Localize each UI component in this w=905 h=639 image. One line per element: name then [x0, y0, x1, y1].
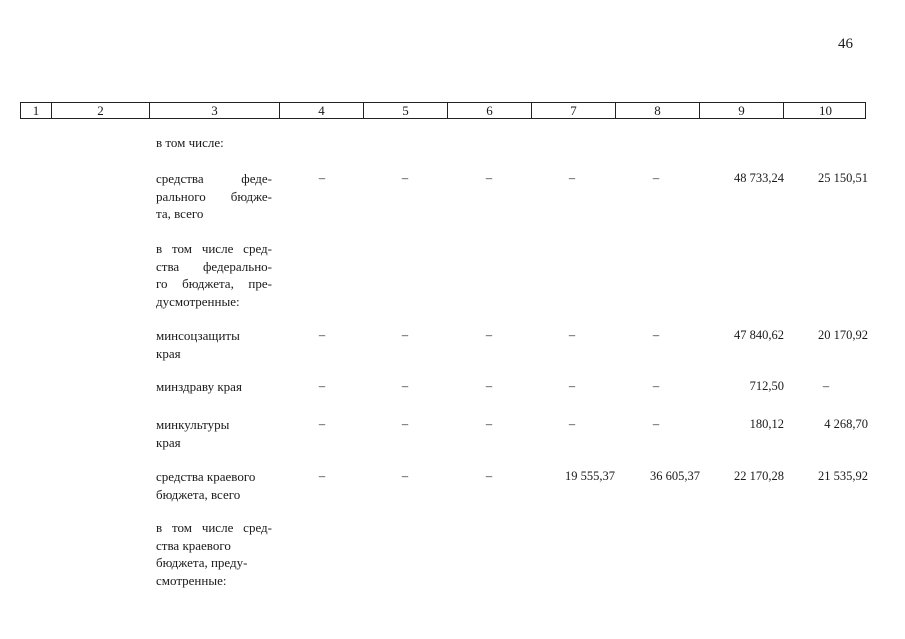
- cell-dash-col-4: –: [318, 328, 326, 342]
- cell-value-col-9: 48 733,24: [734, 171, 784, 185]
- cell-dash-col-5: –: [401, 417, 409, 431]
- cell-value-col-10: 20 170,92: [818, 328, 868, 342]
- description-line: рального бюдже-: [156, 188, 272, 204]
- cell-dash-col-6: –: [485, 171, 493, 185]
- description-line: средства краевого: [156, 469, 256, 484]
- cell-value-col-10: 4 268,70: [824, 417, 868, 431]
- description-line: края: [156, 434, 181, 450]
- page-number: 46: [838, 36, 853, 52]
- description-line: края: [156, 345, 181, 361]
- description-line: в том числе:: [156, 135, 224, 150]
- header-cell-9: 9: [699, 103, 783, 118]
- description-line: минздраву края: [156, 379, 242, 394]
- cell-value-col-9: 712,50: [749, 379, 784, 393]
- cell-dash-col-8: –: [652, 328, 660, 342]
- header-cell-8: 8: [615, 103, 699, 118]
- cell-value-col-10: 25 150,51: [818, 171, 868, 185]
- cell-dash-col-8: –: [652, 379, 660, 393]
- cell-dash-col-8: –: [652, 171, 660, 185]
- header-cell-7: 7: [531, 103, 615, 118]
- description-line: ства федерально-: [156, 258, 272, 274]
- cell-dash-col-10: –: [822, 379, 830, 393]
- header-cell-6: 6: [447, 103, 531, 118]
- cell-dash-col-7: –: [568, 379, 576, 393]
- description-line: го бюджета, пре-: [156, 276, 272, 291]
- cell-dash-col-5: –: [401, 379, 409, 393]
- cell-value-col-9: 180,12: [749, 417, 784, 431]
- cell-dash-col-4: –: [318, 469, 326, 483]
- row-description: [156, 519, 272, 589]
- description-line: та, всего: [156, 206, 204, 221]
- description-line: в том числе сред-: [156, 241, 272, 256]
- cell-dash-col-6: –: [485, 328, 493, 342]
- cell-value-col-8: 36 605,37: [650, 469, 700, 483]
- description-line: бюджета, всего: [156, 486, 241, 502]
- row-description: [156, 134, 272, 152]
- description-line: бюджета, преду-: [156, 555, 248, 570]
- header-cell-3: 3: [149, 103, 279, 118]
- cell-dash-col-5: –: [401, 469, 409, 483]
- description-line: дусмотренные:: [156, 293, 240, 309]
- cell-dash-col-6: –: [485, 469, 493, 483]
- table-header-row: [20, 102, 866, 119]
- description-line: минсоцзащиты: [156, 328, 240, 343]
- description-line: в том числе сред-: [156, 520, 272, 535]
- cell-value-col-9: 47 840,62: [734, 328, 784, 342]
- description-line: минкультуры: [156, 417, 230, 432]
- cell-dash-col-7: –: [568, 328, 576, 342]
- header-cell-5: 5: [363, 103, 447, 118]
- row-description: [156, 468, 272, 503]
- cell-value-col-10: 21 535,92: [818, 469, 868, 483]
- row-description: [156, 327, 272, 362]
- cell-dash-col-8: –: [652, 417, 660, 431]
- header-cell-2: 2: [51, 103, 149, 118]
- header-cell-4: 4: [279, 103, 363, 118]
- cell-dash-col-6: –: [485, 379, 493, 393]
- description-line: средства феде-: [156, 171, 272, 186]
- description-line: ства краевого: [156, 537, 231, 553]
- cell-dash-col-7: –: [568, 417, 576, 431]
- row-description: [156, 170, 272, 223]
- row-description: [156, 240, 272, 310]
- row-description: [156, 416, 272, 451]
- cell-dash-col-4: –: [318, 171, 326, 185]
- cell-dash-col-5: –: [401, 171, 409, 185]
- row-description: [156, 378, 272, 396]
- cell-value-col-7: 19 555,37: [565, 469, 615, 483]
- header-cell-10: 10: [783, 103, 867, 118]
- cell-dash-col-4: –: [318, 417, 326, 431]
- cell-value-col-9: 22 170,28: [734, 469, 784, 483]
- header-cell-1: 1: [32, 103, 40, 118]
- cell-dash-col-5: –: [401, 328, 409, 342]
- cell-dash-col-7: –: [568, 171, 576, 185]
- cell-dash-col-6: –: [485, 417, 493, 431]
- description-line: смотренные:: [156, 572, 227, 588]
- cell-dash-col-4: –: [318, 379, 326, 393]
